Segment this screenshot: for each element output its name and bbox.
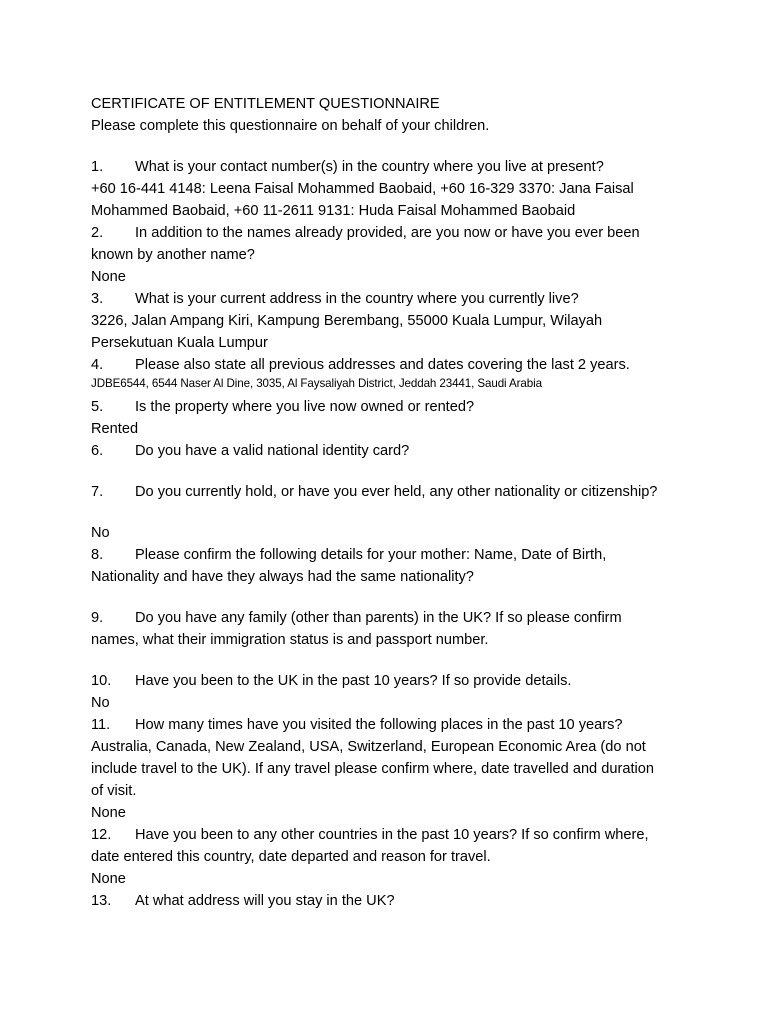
question-6: [91, 440, 691, 462]
question-10: [91, 670, 691, 692]
question-8-cont: Nationality and have they always had the same nationality?: [91, 569, 474, 585]
question-number: 3.: [91, 291, 104, 307]
question-13: [91, 890, 691, 912]
question-text: Please also state all previous addresses and dates covering the last 2 years.: [135, 357, 630, 373]
answer-3-line-1: 3226, Jalan Ampang Kiri, Kampung Berembang, 55000 Kuala Lumpur, Wilayah: [91, 313, 603, 329]
question-8: [91, 544, 691, 566]
question-12: [91, 824, 691, 846]
question-text: What is your current address in the country where you currently live?: [135, 291, 579, 307]
question-text: Please confirm the following details for your mother: Name, Date of Birth,: [135, 547, 607, 563]
document-title: CERTIFICATE OF ENTITLEMENT QUESTIONNAIRE: [91, 96, 440, 112]
answer-10: No: [91, 695, 110, 711]
answer-11: None: [91, 805, 126, 821]
answer-12: None: [91, 871, 126, 887]
question-text: Do you have any family (other than parents) in the UK? If so please confirm: [135, 610, 622, 626]
document-intro: Please complete this questionnaire on behalf of your children.: [91, 118, 490, 134]
question-text: Have you been to any other countries in the past 10 years? If so confirm where,: [135, 827, 649, 843]
question-4: [91, 354, 691, 376]
answer-3-line-2: Persekutuan Kuala Lumpur: [91, 335, 268, 351]
question-number: 5.: [91, 399, 104, 415]
blank-line: [91, 462, 691, 481]
question-11-cont-2: include travel to the UK). If any travel please confirm where, date travelled and duration: [91, 761, 654, 777]
question-1: [91, 156, 691, 178]
question-text: Do you have a valid national identity card?: [135, 443, 410, 459]
question-text: What is your contact number(s) in the country where you live at present?: [135, 159, 604, 175]
question-9: [91, 607, 691, 629]
answer-1-line-2: Mohammed Baobaid, +60 11-2611 9131: Huda Faisal Mohammed Baobaid: [91, 203, 576, 219]
question-text: At what address will you stay in the UK?: [135, 893, 395, 909]
answer-5: Rented: [91, 421, 139, 437]
question-text: Have you been to the UK in the past 10 years? If so provide details.: [135, 673, 572, 689]
question-2: [91, 222, 691, 244]
blank-line: [91, 588, 691, 607]
question-number: 6.: [91, 443, 104, 459]
question-number: 8.: [91, 547, 104, 563]
blank-line: [91, 137, 691, 156]
question-number: 4.: [91, 357, 104, 373]
answer-2: None: [91, 269, 126, 285]
question-number: 1.: [91, 159, 104, 175]
question-11-cont-3: of visit.: [91, 783, 137, 799]
question-number: 11.: [91, 717, 111, 733]
blank-line: [91, 503, 691, 522]
question-number: 9.: [91, 610, 104, 626]
question-11-cont-1: Australia, Canada, New Zealand, USA, Switzerland, European Economic Area (do not: [91, 739, 646, 755]
question-text: Is the property where you live now owned or rented?: [135, 399, 475, 415]
question-text: In addition to the names already provided, are you now or have you ever been: [135, 225, 640, 241]
question-number: 7.: [91, 484, 104, 500]
answer-4: JDBE6544, 6544 Naser Al Dine, 3035, Al Faysaliyah District, Jeddah 23441, Saudi Arabia: [91, 377, 542, 390]
question-number: 2.: [91, 225, 104, 241]
document-body: [91, 93, 691, 912]
question-number: 13.: [91, 893, 112, 909]
question-7: [91, 481, 691, 503]
blank-line: [91, 651, 691, 670]
answer-7: No: [91, 525, 110, 541]
question-9-cont: names, what their immigration status is and passport number.: [91, 632, 489, 648]
question-11: [91, 714, 691, 736]
question-3: [91, 288, 691, 310]
answer-1-line-1: +60 16-441 4148: Leena Faisal Mohammed Baobaid, +60 16-329 3370: Jana Faisal: [91, 181, 634, 197]
question-text: Do you currently hold, or have you ever held, any other nationality or citizenship?: [135, 484, 658, 500]
question-text: How many times have you visited the following places in the past 10 years?: [135, 717, 623, 733]
question-12-cont: date entered this country, date departed and reason for travel.: [91, 849, 491, 865]
question-number: 12.: [91, 827, 112, 843]
question-5: [91, 396, 691, 418]
question-number: 10.: [91, 673, 112, 689]
question-2-cont: known by another name?: [91, 247, 255, 263]
